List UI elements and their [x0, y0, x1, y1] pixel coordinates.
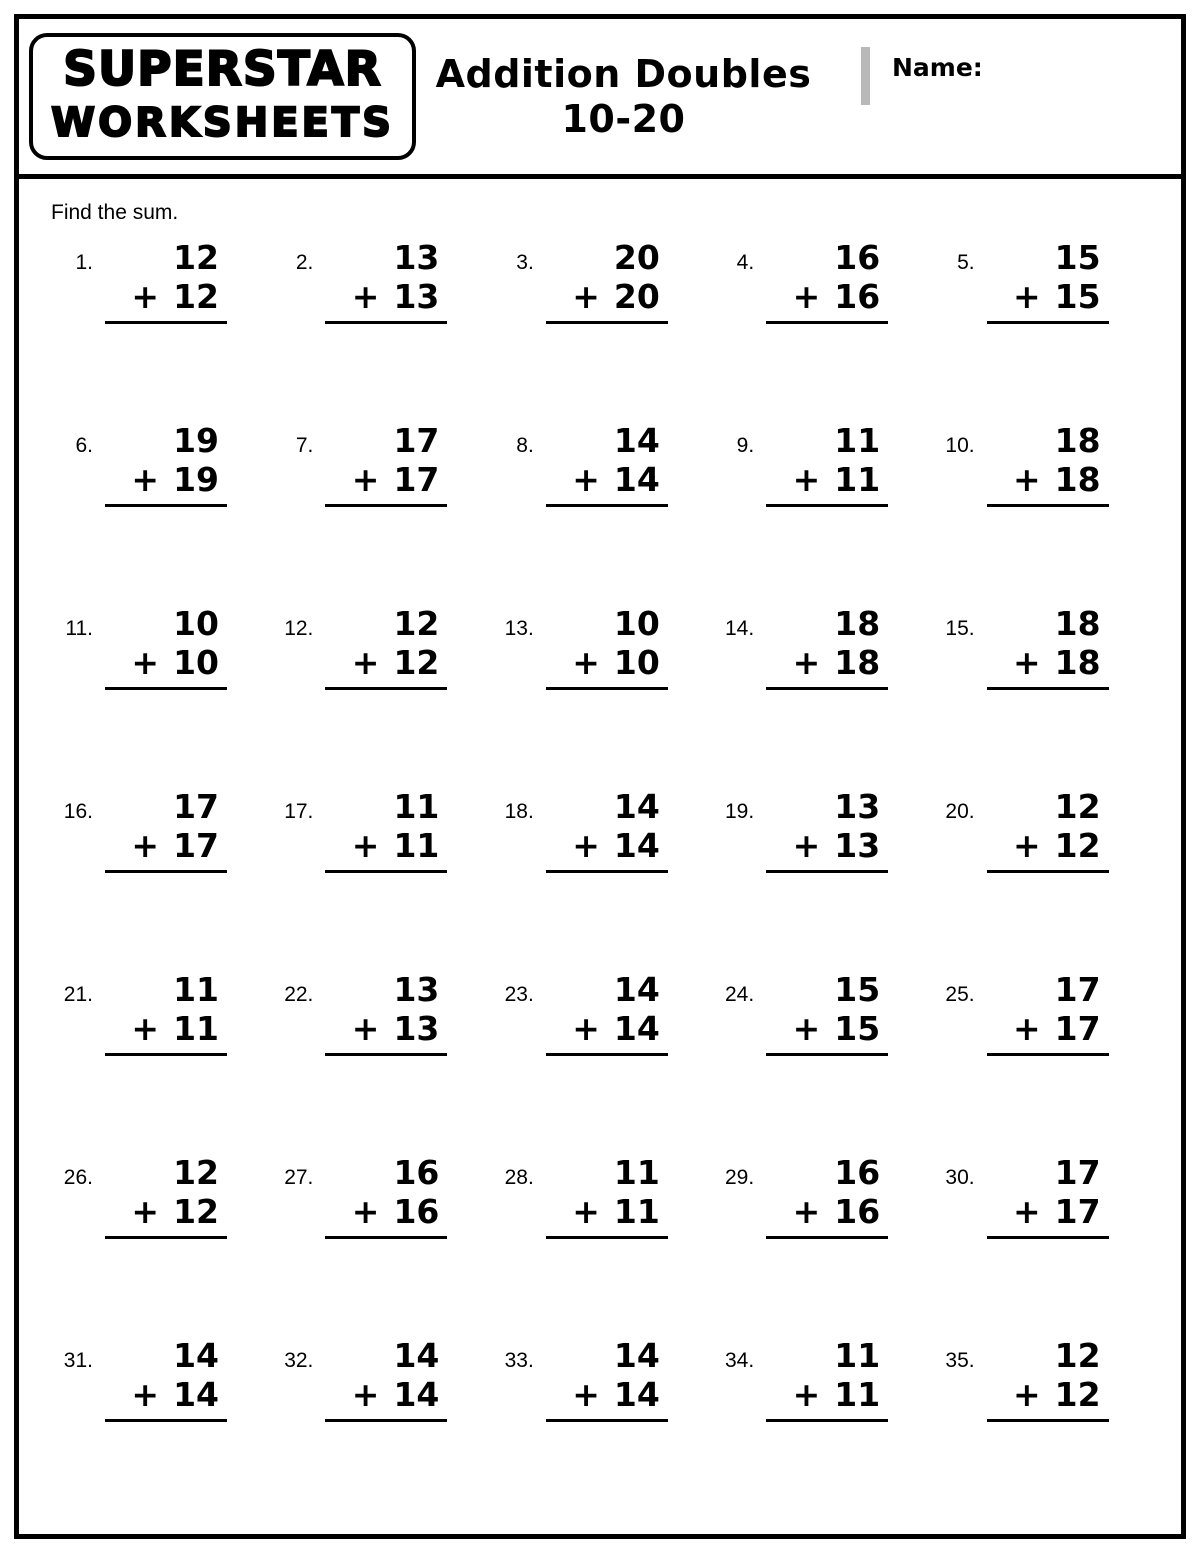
addend-top: 17 [393, 421, 440, 460]
problem-item [710, 601, 930, 784]
addend-bottom: 14 [173, 1374, 219, 1414]
problem-stack [105, 1337, 227, 1422]
problem-item [49, 784, 269, 967]
problem-number: 7. [295, 434, 314, 457]
addend-top: 10 [613, 604, 660, 643]
answer-line[interactable] [546, 1053, 668, 1056]
plus-operator: + [792, 459, 821, 499]
problem-stack [546, 605, 668, 690]
plus-operator: + [351, 459, 380, 499]
addend-bottom-row [987, 461, 1109, 500]
plus-operator: + [131, 459, 160, 499]
problem-number: 13. [504, 617, 534, 640]
problem-number: 34. [724, 1349, 755, 1372]
addend-top: 13 [393, 970, 440, 1009]
addend-top: 12 [1054, 787, 1101, 826]
answer-line[interactable] [766, 1419, 888, 1422]
problem-item [269, 601, 489, 784]
answer-line[interactable] [325, 321, 447, 324]
addend-top: 17 [1054, 970, 1101, 1009]
plus-operator: + [351, 1008, 380, 1048]
addend-bottom-row [987, 827, 1109, 866]
title-line-1: Addition Doubles [435, 51, 812, 96]
problem-stack [766, 422, 888, 507]
problem-number: 32. [284, 1349, 314, 1372]
addend-bottom: 16 [834, 276, 881, 316]
plus-operator: + [572, 1008, 600, 1048]
problem-stack [105, 239, 227, 324]
problem-item [931, 967, 1151, 1150]
problem-stack [105, 422, 227, 507]
addend-bottom-row [105, 827, 227, 866]
problem-item [490, 418, 710, 601]
answer-line[interactable] [766, 1053, 888, 1056]
problem-stack [546, 1337, 668, 1422]
plus-operator: + [1013, 1191, 1041, 1231]
answer-line[interactable] [105, 504, 227, 507]
addend-bottom-row [766, 827, 888, 866]
problem-item [490, 1150, 710, 1333]
problem-item [269, 1333, 489, 1516]
plus-operator: + [792, 276, 821, 316]
addend-bottom: 17 [173, 825, 219, 865]
addend-bottom: 15 [834, 1008, 881, 1048]
problem-stack [105, 971, 227, 1056]
addend-bottom: 14 [613, 1008, 660, 1048]
plus-operator: + [1013, 459, 1041, 499]
addend-top: 12 [1054, 1336, 1101, 1375]
problem-item [931, 235, 1151, 418]
answer-line[interactable] [546, 687, 668, 690]
plus-operator: + [131, 825, 160, 865]
answer-line[interactable] [325, 504, 447, 507]
problem-number: 14. [724, 617, 755, 640]
problem-stack [325, 971, 447, 1056]
plus-operator: + [792, 1191, 821, 1231]
name-label: Name: [892, 53, 983, 82]
addend-bottom-row [546, 1010, 668, 1049]
answer-line[interactable] [766, 1236, 888, 1239]
problem-number: 9. [736, 434, 755, 457]
addend-bottom: 10 [613, 642, 660, 682]
addend-bottom-row [987, 1010, 1109, 1049]
worksheet-body [19, 179, 1181, 1534]
plus-operator: + [572, 459, 600, 499]
addend-top: 19 [173, 421, 219, 460]
answer-line[interactable] [325, 1419, 447, 1422]
addend-top: 14 [613, 1336, 660, 1375]
problem-item [931, 1150, 1151, 1333]
problem-item [269, 967, 489, 1150]
addend-bottom: 14 [613, 825, 660, 865]
addend-bottom-row [105, 644, 227, 683]
addend-bottom: 11 [613, 1191, 660, 1231]
problem-number: 30. [945, 1166, 975, 1189]
addend-bottom: 11 [834, 459, 881, 499]
answer-line[interactable] [546, 321, 668, 324]
addend-bottom: 14 [393, 1374, 440, 1414]
plus-operator: + [131, 1191, 160, 1231]
problem-item [269, 418, 489, 601]
problem-number: 18. [504, 800, 534, 823]
addend-bottom: 12 [173, 1191, 219, 1231]
problem-number: 31. [63, 1349, 93, 1372]
problem-number: 22. [284, 983, 314, 1006]
plus-operator: + [1013, 1374, 1041, 1414]
addend-bottom: 12 [1054, 825, 1101, 865]
problem-stack [987, 971, 1109, 1056]
plus-operator: + [1013, 1008, 1041, 1048]
addend-top: 14 [613, 787, 660, 826]
addend-bottom: 17 [393, 459, 440, 499]
addend-top: 14 [613, 421, 660, 460]
problem-item [49, 601, 269, 784]
addend-bottom: 11 [834, 1374, 881, 1414]
problem-item [710, 1150, 930, 1333]
problem-stack [766, 239, 888, 324]
addend-bottom-row [105, 1010, 227, 1049]
problem-item [269, 1150, 489, 1333]
problem-stack [105, 788, 227, 873]
answer-line[interactable] [546, 1419, 668, 1422]
problem-number: 10. [945, 434, 975, 457]
addend-bottom-row [325, 1193, 447, 1232]
addend-bottom: 20 [613, 276, 660, 316]
addend-bottom: 11 [393, 825, 440, 865]
problem-item [710, 235, 930, 418]
problem-number: 19. [724, 800, 755, 823]
problem-number: 8. [516, 434, 534, 457]
addend-top: 13 [834, 787, 881, 826]
addend-bottom-row [987, 644, 1109, 683]
problem-item [269, 784, 489, 967]
problem-item [269, 235, 489, 418]
answer-line[interactable] [105, 870, 227, 873]
problem-stack [546, 788, 668, 873]
problem-stack [987, 788, 1109, 873]
answer-line[interactable] [546, 504, 668, 507]
plus-operator: + [351, 1191, 380, 1231]
answer-line[interactable] [105, 1419, 227, 1422]
problem-item [490, 1333, 710, 1516]
plus-operator: + [131, 276, 160, 316]
addend-bottom-row [546, 278, 668, 317]
addend-bottom: 11 [173, 1008, 219, 1048]
problem-item [490, 784, 710, 967]
problem-item [710, 784, 930, 967]
problem-item [710, 967, 930, 1150]
answer-line[interactable] [987, 504, 1109, 507]
problem-stack [987, 1154, 1109, 1239]
plus-operator: + [351, 1374, 380, 1414]
addend-bottom: 10 [173, 642, 219, 682]
addend-bottom: 13 [393, 1008, 440, 1048]
addend-bottom: 13 [834, 825, 881, 865]
addend-top: 11 [834, 421, 881, 460]
problem-number: 6. [75, 434, 93, 457]
problem-stack [325, 788, 447, 873]
problem-number: 17. [284, 800, 314, 823]
addend-bottom: 13 [393, 276, 440, 316]
problem-number: 15. [945, 617, 975, 640]
header-divider [861, 47, 870, 105]
addend-top: 14 [173, 1336, 219, 1375]
addend-bottom-row [987, 278, 1109, 317]
name-field-area [851, 19, 1181, 174]
addend-bottom-row [766, 278, 888, 317]
answer-line[interactable] [105, 1053, 227, 1056]
problem-item [49, 418, 269, 601]
addend-top: 11 [834, 1336, 881, 1375]
answer-line[interactable] [987, 687, 1109, 690]
addend-bottom: 18 [834, 642, 881, 682]
addend-bottom-row [546, 1376, 668, 1415]
addend-top: 18 [1054, 421, 1101, 460]
problem-stack [105, 1154, 227, 1239]
plus-operator: + [351, 642, 380, 682]
addend-top: 18 [834, 604, 881, 643]
answer-line[interactable] [766, 321, 888, 324]
answer-line[interactable] [105, 1236, 227, 1239]
problem-number: 4. [736, 251, 755, 274]
addend-bottom-row [325, 644, 447, 683]
problem-number: 12. [284, 617, 314, 640]
page-title [416, 52, 851, 142]
addend-bottom-row [325, 1010, 447, 1049]
addend-bottom: 18 [1054, 642, 1101, 682]
problem-item [49, 1333, 269, 1516]
answer-line[interactable] [766, 870, 888, 873]
superstar-worksheets-logo [19, 33, 416, 160]
addend-top: 15 [834, 970, 881, 1009]
addend-bottom-row [546, 827, 668, 866]
problem-number: 11. [65, 617, 93, 640]
plus-operator: + [792, 1008, 821, 1048]
plus-operator: + [131, 642, 160, 682]
problem-item [490, 967, 710, 1150]
addend-top: 16 [393, 1153, 440, 1192]
problem-item [49, 1150, 269, 1333]
plus-operator: + [572, 825, 600, 865]
addend-bottom: 17 [1054, 1191, 1101, 1231]
problem-item [490, 235, 710, 418]
addend-bottom: 16 [834, 1191, 881, 1231]
answer-line[interactable] [105, 321, 227, 324]
plus-operator: + [351, 825, 380, 865]
problem-number: 26. [63, 1166, 93, 1189]
answer-line[interactable] [546, 870, 668, 873]
plus-operator: + [572, 1374, 600, 1414]
addend-bottom: 17 [1054, 1008, 1101, 1048]
problem-grid [49, 235, 1151, 1516]
addend-bottom-row [766, 1193, 888, 1232]
problem-item [49, 967, 269, 1150]
problem-stack [546, 239, 668, 324]
problem-item [710, 1333, 930, 1516]
problem-stack [766, 1337, 888, 1422]
problem-item [931, 1333, 1151, 1516]
problem-stack [987, 239, 1109, 324]
addend-top: 12 [393, 604, 440, 643]
answer-line[interactable] [987, 870, 1109, 873]
title-line-2: 10-20 [561, 96, 686, 141]
addend-bottom-row [766, 644, 888, 683]
problem-number: 2. [295, 251, 314, 274]
problem-stack [325, 239, 447, 324]
addend-top: 16 [834, 1153, 881, 1192]
addend-top: 16 [834, 238, 881, 277]
addend-bottom-row [987, 1193, 1109, 1232]
addend-bottom-row [325, 461, 447, 500]
answer-line[interactable] [987, 1236, 1109, 1239]
addend-top: 11 [393, 787, 440, 826]
addend-top: 12 [173, 1153, 219, 1192]
addend-bottom-row [325, 1376, 447, 1415]
problem-number: 27. [284, 1166, 314, 1189]
worksheet-header [19, 19, 1181, 179]
answer-line[interactable] [325, 1236, 447, 1239]
addend-top: 17 [1054, 1153, 1101, 1192]
problem-number: 28. [504, 1166, 534, 1189]
addend-bottom-row [766, 1376, 888, 1415]
addend-bottom: 12 [393, 642, 440, 682]
addend-bottom: 18 [1054, 459, 1101, 499]
answer-line[interactable] [987, 1419, 1109, 1422]
answer-line[interactable] [987, 321, 1109, 324]
addend-bottom-row [105, 1376, 227, 1415]
addend-top: 15 [1054, 238, 1101, 277]
problem-item [49, 235, 269, 418]
addend-bottom: 12 [1054, 1374, 1101, 1414]
answer-line[interactable] [987, 1053, 1109, 1056]
addend-bottom: 15 [1054, 276, 1101, 316]
addend-top: 12 [173, 238, 219, 277]
problem-number: 23. [504, 983, 534, 1006]
addend-bottom-row [766, 461, 888, 500]
problem-item [490, 601, 710, 784]
addend-top: 10 [173, 604, 219, 643]
addend-bottom-row [105, 278, 227, 317]
problem-number: 5. [957, 251, 975, 274]
problem-stack [325, 1154, 447, 1239]
logo-badge [29, 33, 416, 160]
answer-line[interactable] [325, 870, 447, 873]
instructions-text: Find the sum. [51, 201, 179, 224]
problem-item [710, 418, 930, 601]
problem-stack [766, 1154, 888, 1239]
plus-operator: + [1013, 276, 1041, 316]
problem-stack [325, 422, 447, 507]
addend-bottom: 16 [393, 1191, 440, 1231]
problem-number: 33. [504, 1349, 534, 1372]
problem-number: 29. [724, 1166, 755, 1189]
addend-bottom: 19 [173, 459, 219, 499]
addend-bottom: 14 [613, 459, 660, 499]
problem-stack [105, 605, 227, 690]
answer-line[interactable] [105, 687, 227, 690]
problem-item [931, 784, 1151, 967]
problem-number: 35. [945, 1349, 975, 1372]
plus-operator: + [1013, 642, 1041, 682]
problem-stack [987, 422, 1109, 507]
problem-number: 3. [516, 251, 534, 274]
problem-number: 24. [724, 983, 755, 1006]
plus-operator: + [572, 642, 600, 682]
problem-number: 1. [75, 251, 93, 274]
addend-top: 20 [613, 238, 660, 277]
problem-number: 21. [63, 983, 93, 1006]
plus-operator: + [131, 1374, 160, 1414]
addend-top: 17 [173, 787, 219, 826]
addend-top: 13 [393, 238, 440, 277]
answer-line[interactable] [546, 1236, 668, 1239]
addend-bottom-row [546, 644, 668, 683]
plus-operator: + [792, 1374, 821, 1414]
addend-bottom: 14 [613, 1374, 660, 1414]
problem-number: 25. [945, 983, 975, 1006]
addend-top: 11 [613, 1153, 660, 1192]
answer-line[interactable] [766, 504, 888, 507]
addend-bottom-row [325, 827, 447, 866]
problem-stack [766, 605, 888, 690]
logo-line-1: SUPERSTAR [63, 42, 382, 97]
addend-bottom-row [766, 1010, 888, 1049]
answer-line[interactable] [325, 687, 447, 690]
addend-bottom-row [325, 278, 447, 317]
problem-item [931, 601, 1151, 784]
problem-stack [546, 422, 668, 507]
problem-stack [546, 1154, 668, 1239]
addend-bottom-row [105, 461, 227, 500]
plus-operator: + [572, 276, 600, 316]
plus-operator: + [351, 276, 380, 316]
addend-top: 18 [1054, 604, 1101, 643]
plus-operator: + [131, 1008, 160, 1048]
addend-top: 14 [613, 970, 660, 1009]
addend-bottom-row [546, 1193, 668, 1232]
problem-stack [325, 605, 447, 690]
plus-operator: + [792, 642, 821, 682]
problem-stack [546, 971, 668, 1056]
addend-bottom-row [546, 461, 668, 500]
answer-line[interactable] [766, 687, 888, 690]
problem-stack [987, 1337, 1109, 1422]
logo-line-2: WORKSHEETS [51, 100, 394, 146]
plus-operator: + [792, 825, 821, 865]
plus-operator: + [572, 1191, 600, 1231]
problem-stack [766, 788, 888, 873]
worksheet-border [14, 14, 1186, 1539]
answer-line[interactable] [325, 1053, 447, 1056]
addend-bottom-row [987, 1376, 1109, 1415]
problem-stack [987, 605, 1109, 690]
addend-bottom-row [105, 1193, 227, 1232]
problem-item [931, 418, 1151, 601]
problem-number: 20. [945, 800, 975, 823]
problem-stack [325, 1337, 447, 1422]
addend-top: 14 [393, 1336, 440, 1375]
problem-stack [766, 971, 888, 1056]
addend-bottom: 12 [173, 276, 219, 316]
addend-top: 11 [173, 970, 219, 1009]
plus-operator: + [1013, 825, 1041, 865]
problem-number: 16. [63, 800, 93, 823]
